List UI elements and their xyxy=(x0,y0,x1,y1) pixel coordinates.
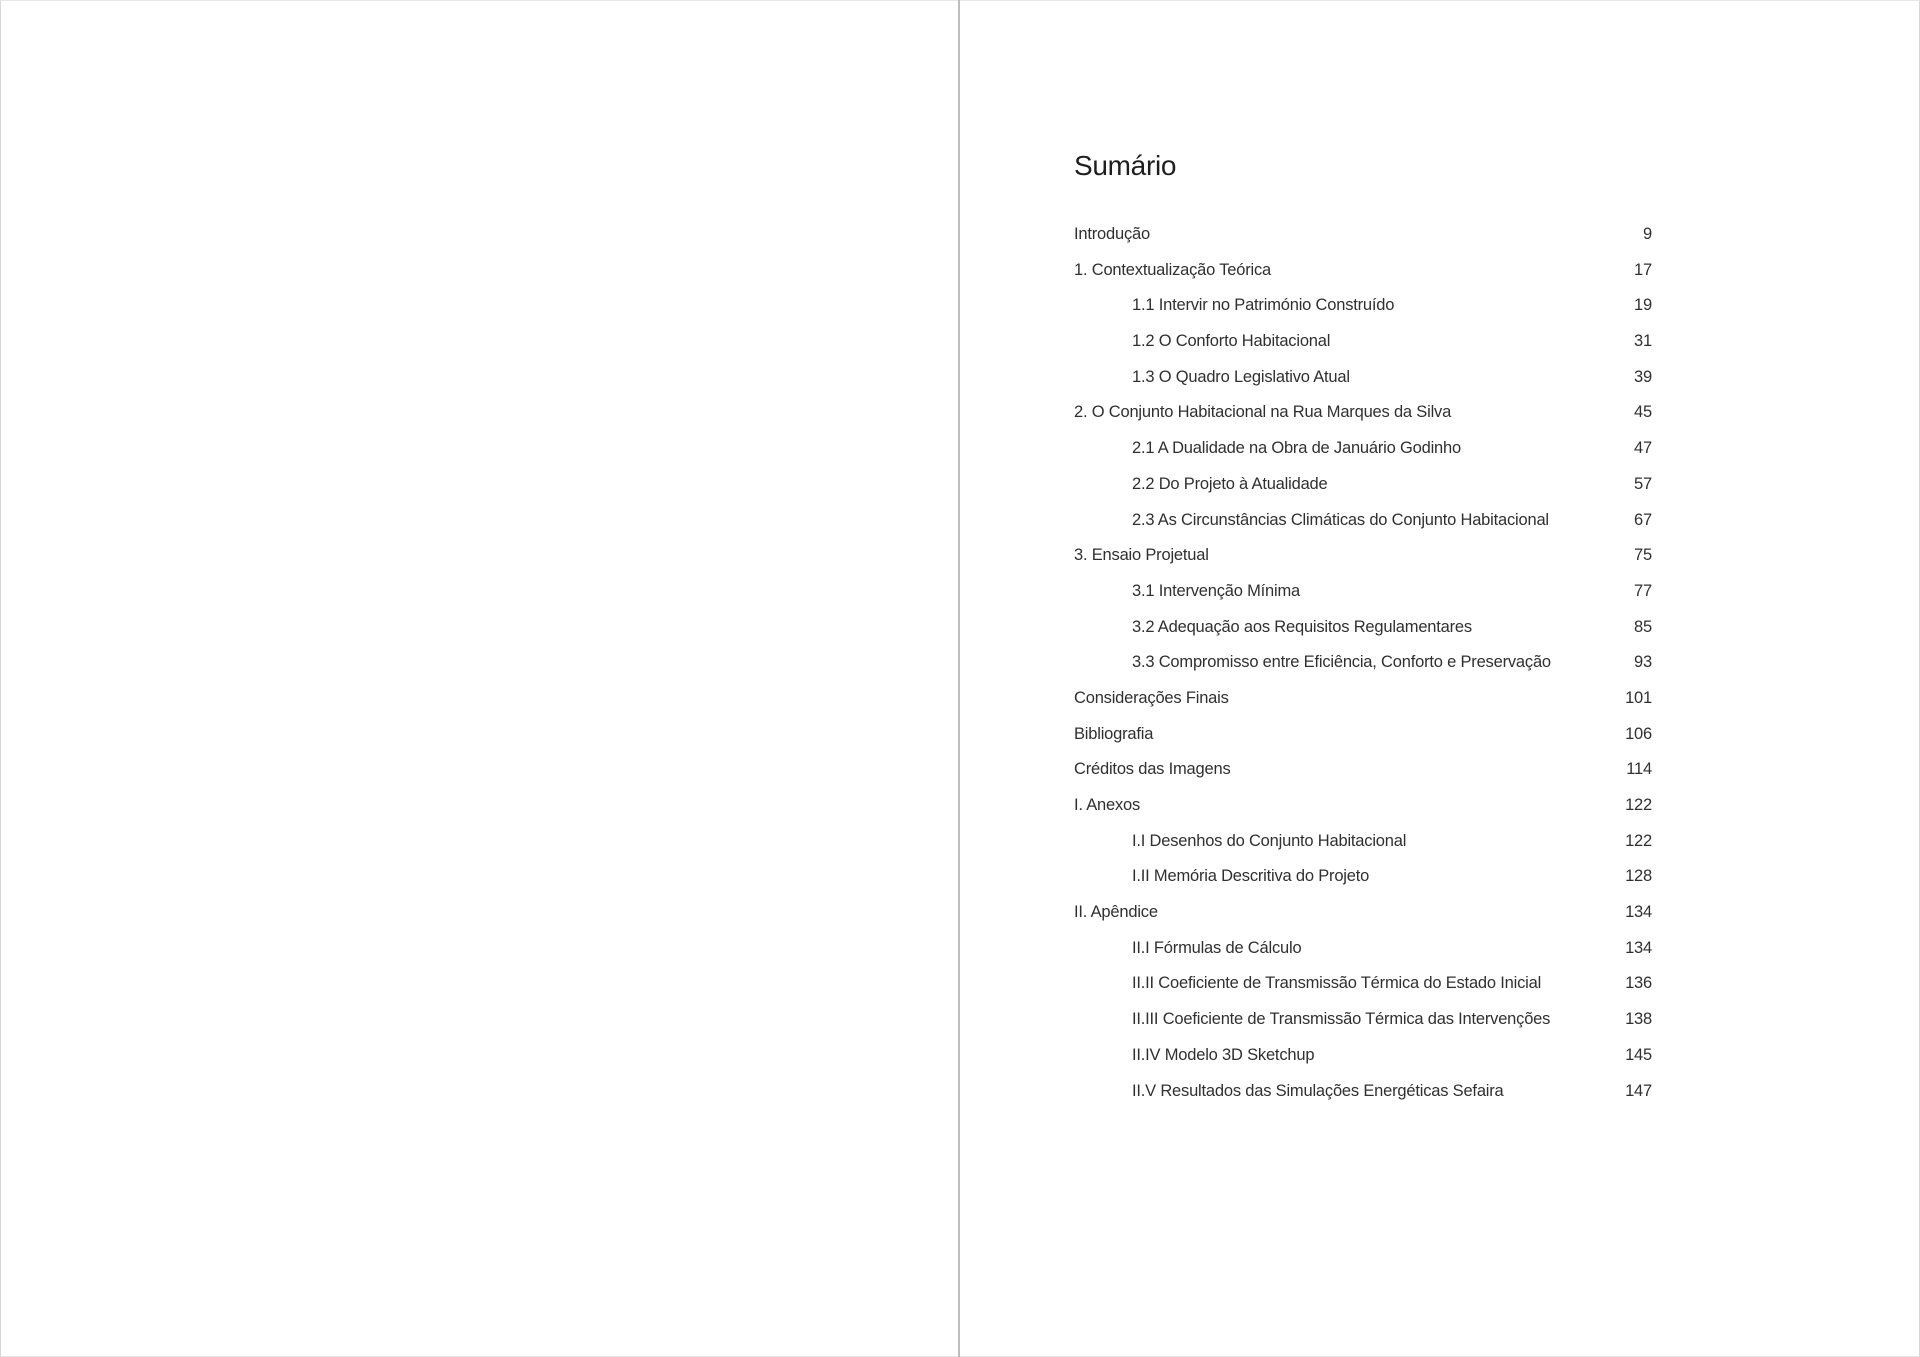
toc-entry-label: 1. Contextualização Teórica xyxy=(1074,260,1271,279)
toc-entry-page-number: 19 xyxy=(1634,296,1652,315)
toc-entry xyxy=(1074,256,1652,292)
toc-entry-page-number: 57 xyxy=(1634,474,1652,493)
toc-entry-page-number: 134 xyxy=(1625,938,1652,957)
toc-entry-page-number: 136 xyxy=(1625,974,1652,993)
toc-subentry xyxy=(1074,827,1652,863)
toc-subentry xyxy=(1074,862,1652,898)
toc-entry-label: 1.3 O Quadro Legislativo Atual xyxy=(1132,367,1350,386)
toc-subentry xyxy=(1074,291,1652,327)
toc-entry xyxy=(1074,898,1652,934)
toc-entry-page-number: 134 xyxy=(1625,903,1652,922)
toc-entry-label: 3.1 Intervenção Mínima xyxy=(1132,581,1301,600)
toc-entry-label: 3. Ensaio Projetual xyxy=(1074,546,1209,565)
toc-entry-page-number: 85 xyxy=(1634,617,1652,636)
toc-entry-label: Créditos das Imagens xyxy=(1074,760,1231,779)
toc-entry-label: 2.3 As Circunstâncias Climáticas do Conjunto Habitacional xyxy=(1132,510,1549,529)
toc-entry-page-number: 67 xyxy=(1634,510,1652,529)
toc-entry-label: II.III Coeficiente de Transmissão Térmica das Intervenções xyxy=(1132,1010,1551,1029)
toc-title: Sumário xyxy=(1074,150,1177,181)
toc-entry-label: 2.1 A Dualidade na Obra de Januário Godinho xyxy=(1132,439,1461,458)
toc-entry-label: Bibliografia xyxy=(1074,724,1154,743)
toc-entry-page-number: 122 xyxy=(1625,831,1652,850)
toc-entry xyxy=(1074,398,1652,434)
toc-subentry xyxy=(1074,434,1652,470)
toc-entry-label: 3.3 Compromisso entre Eficiência, Conforto e Preservação xyxy=(1132,653,1551,672)
toc-entry-page-number: 93 xyxy=(1634,653,1652,672)
toc-subentry xyxy=(1074,506,1652,542)
toc-entry-page-number: 31 xyxy=(1634,332,1652,351)
toc-entry-page-number: 122 xyxy=(1625,796,1652,814)
toc-entry xyxy=(1074,684,1652,720)
toc-entry-label: Considerações Finais xyxy=(1074,688,1229,707)
toc-entry-page-number: 77 xyxy=(1634,581,1652,600)
toc-entry-label: 3.2 Adequação aos Requisitos Regulamentares xyxy=(1132,617,1472,636)
toc-entry-page-number: 106 xyxy=(1625,724,1652,743)
toc-entry-page-number: 9 xyxy=(1643,225,1652,243)
toc-subentry xyxy=(1074,1005,1652,1041)
toc-subentry xyxy=(1074,363,1652,399)
toc-entry-label: I.I Desenhos do Conjunto Habitacional xyxy=(1132,831,1407,850)
toc-entry-page-number: 145 xyxy=(1625,1045,1652,1064)
toc-entry-page-number: 114 xyxy=(1626,760,1652,779)
toc-subentry xyxy=(1074,327,1652,363)
toc-subentry xyxy=(1074,470,1652,506)
toc-entry-page-number: 101 xyxy=(1625,688,1652,707)
toc-entry-label: 2.2 Do Projeto à Atualidade xyxy=(1132,474,1328,493)
toc-entry-label: 2. O Conjunto Habitacional na Rua Marques da Silva xyxy=(1074,403,1452,422)
toc-entry-page-number: 47 xyxy=(1634,439,1652,458)
toc-entry-label: 1.1 Intervir no Património Construído xyxy=(1132,296,1395,315)
toc-entry-label: II.V Resultados das Simulações Energéticas Sefaira xyxy=(1132,1081,1504,1100)
toc-entry-page-number: 138 xyxy=(1625,1010,1652,1029)
toc-entry xyxy=(1074,720,1652,756)
toc-entry-page-number: 128 xyxy=(1625,867,1652,886)
toc-subentry xyxy=(1074,648,1652,684)
toc-entry-label: II.IV Modelo 3D Sketchup xyxy=(1132,1045,1315,1064)
toc-subentry xyxy=(1074,1041,1652,1077)
toc-entry-page-number: 147 xyxy=(1625,1081,1652,1100)
toc-entry xyxy=(1074,791,1652,827)
toc-list xyxy=(1074,220,1652,1112)
left-page-blank xyxy=(0,0,958,1357)
toc-subentry xyxy=(1074,577,1652,613)
toc-subentry xyxy=(1074,613,1652,649)
toc-subentry xyxy=(1074,969,1652,1005)
toc-entry xyxy=(1074,755,1652,791)
toc-entry-label: II.I Fórmulas de Cálculo xyxy=(1132,938,1302,957)
toc-entry-label: I. Anexos xyxy=(1074,796,1141,814)
toc-entry-label: II. Apêndice xyxy=(1074,903,1158,922)
toc-entry-label: II.II Coeficiente de Transmissão Térmica do Estado Inicial xyxy=(1132,974,1542,993)
toc-entry-label: 1.2 O Conforto Habitacional xyxy=(1132,332,1331,351)
toc-entry xyxy=(1074,541,1652,577)
toc-entry-page-number: 45 xyxy=(1634,403,1652,422)
toc-entry-page-number: 39 xyxy=(1634,367,1652,386)
toc-entry-label: Introdução xyxy=(1074,225,1150,243)
toc-subentry xyxy=(1074,934,1652,970)
toc-entry-page-number: 17 xyxy=(1634,260,1652,279)
toc-entry xyxy=(1074,220,1652,256)
toc-subentry xyxy=(1074,1077,1652,1113)
toc-entry-page-number: 75 xyxy=(1634,546,1652,565)
toc-entry-label: I.II Memória Descritiva do Projeto xyxy=(1132,867,1370,886)
